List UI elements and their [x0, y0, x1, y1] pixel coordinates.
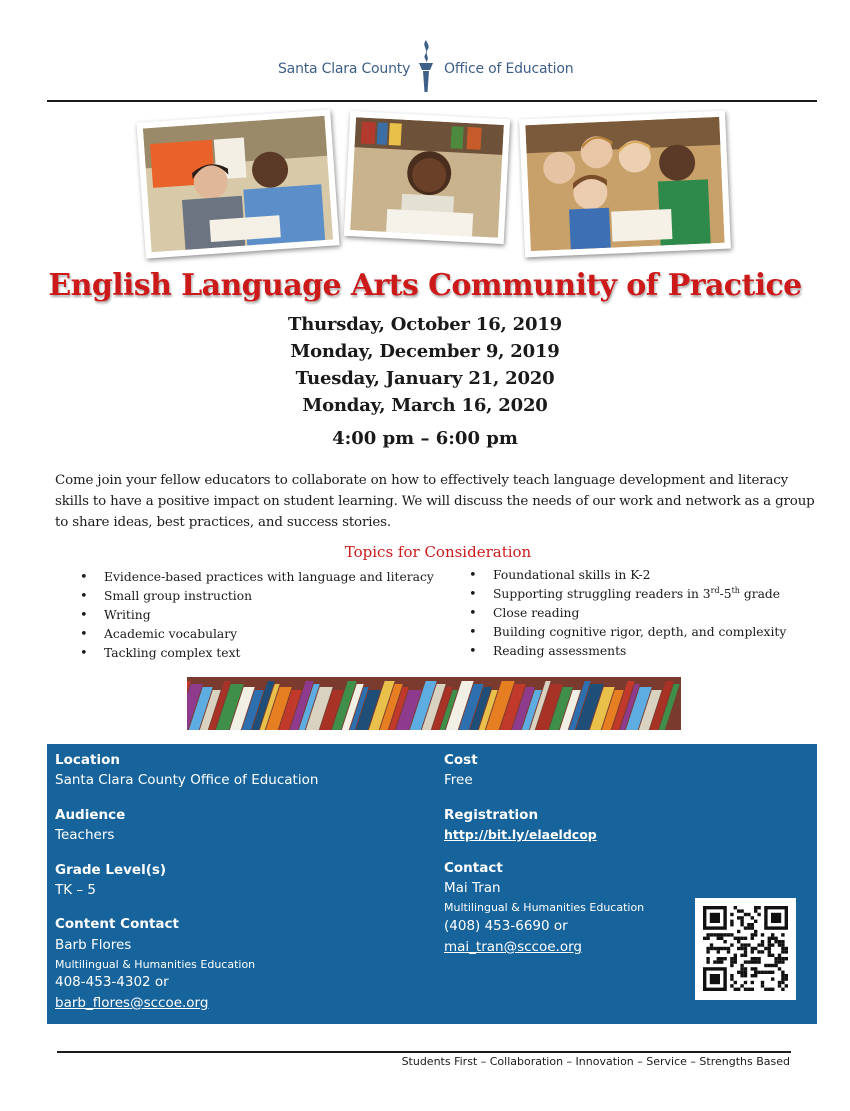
topics-list-left — [76, 568, 434, 663]
location-label: Location — [55, 752, 120, 768]
topic-text: Supporting struggling readers in 3 — [493, 587, 711, 601]
header-divider — [47, 100, 817, 102]
registration-label: Registration — [444, 807, 539, 823]
audience-value: Teachers — [55, 827, 115, 843]
org-name-left: Santa Clara County — [278, 61, 411, 77]
cost-value: Free — [444, 772, 473, 788]
contact-email-link[interactable]: mai_tran@sccoe.org — [444, 939, 582, 955]
event-description: Come join your fellow educators to collaborate on how to effectively teach language development and literacy skills to have a positive impact on student learning. We will discuss the needs of our work and network as a group to share ideas, best practices, and success stories. — [55, 473, 815, 530]
topic-text: grade — [739, 587, 781, 601]
list-item: • Evidence-based practices with language and literacy — [76, 568, 434, 587]
ordinal-suffix: rd — [710, 585, 720, 595]
topics-heading: Topics for Consideration — [344, 543, 532, 561]
content-contact-label: Content Contact — [55, 916, 179, 932]
contact-label: Contact — [444, 860, 503, 876]
footer-divider — [57, 1051, 791, 1053]
event-date: Thursday, October 16, 2019 — [288, 314, 562, 335]
books-banner-image — [187, 677, 681, 730]
grade-level-value: TK – 5 — [55, 882, 97, 898]
content-contact-phone: 408-453-4302 or — [55, 974, 169, 990]
org-name-right: Office of Education — [444, 61, 574, 77]
qr-code[interactable] — [695, 898, 796, 1000]
ordinal-suffix: th — [731, 585, 740, 595]
event-title: English Language Arts Community of Practice — [48, 268, 802, 303]
list-item: • Building cognitive rigor, depth, and complexity — [465, 623, 786, 642]
students-reading-photo-1 — [136, 109, 339, 258]
event-date: Tuesday, January 21, 2020 — [295, 368, 555, 389]
event-date: Monday, December 9, 2019 — [290, 341, 560, 362]
footer-tagline: Students First – Collaboration – Innovation – Service – Strengths Based — [401, 1055, 790, 1068]
contact-name: Mai Tran — [444, 880, 501, 896]
topics-list-right — [465, 566, 786, 661]
event-details-panel — [47, 744, 817, 1024]
audience-label: Audience — [55, 807, 126, 823]
group-reading-photo — [519, 111, 731, 258]
grade-level-label: Grade Level(s) — [55, 862, 167, 878]
event-time: 4:00 pm – 6:00 pm — [332, 428, 518, 449]
content-contact-name: Barb Flores — [55, 937, 132, 953]
registration-link[interactable]: http://bit.ly/elaeldcop — [444, 827, 597, 842]
event-date: Monday, March 16, 2020 — [302, 395, 548, 416]
list-item: • Close reading — [465, 604, 786, 623]
list-item: • Small group instruction — [76, 587, 434, 606]
content-contact-email-link[interactable]: barb_flores@sccoe.org — [55, 995, 209, 1011]
header — [0, 0, 850, 100]
list-item: • Writing — [76, 606, 434, 625]
contact-dept: Multilingual & Humanities Education — [444, 901, 645, 914]
contact-phone: (408) 453-6690 or — [444, 918, 568, 934]
list-item: • Academic vocabulary — [76, 625, 434, 644]
topic-text: -5 — [719, 587, 732, 601]
torch-icon — [413, 38, 439, 94]
list-item — [465, 585, 786, 604]
list-item: • Foundational skills in K-2 — [465, 566, 786, 585]
location-value: Santa Clara County Office of Education — [55, 772, 319, 788]
content-contact-dept: Multilingual & Humanities Education — [55, 958, 256, 971]
list-item: • Reading assessments — [465, 642, 786, 661]
girl-reading-photo — [344, 111, 510, 244]
cost-label: Cost — [444, 752, 478, 768]
list-item: • Tackling complex text — [76, 644, 434, 663]
